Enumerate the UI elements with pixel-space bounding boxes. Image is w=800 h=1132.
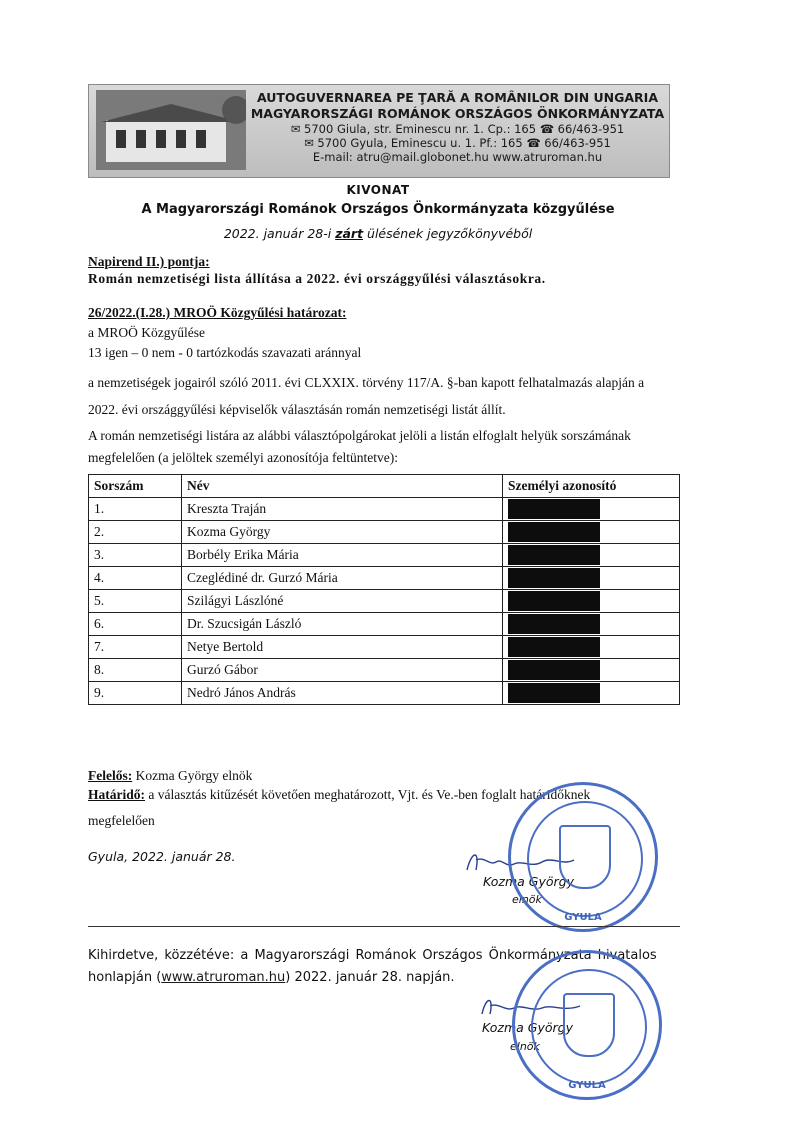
redaction-block <box>508 660 600 680</box>
resolution-para1-b: 2022. évi országgyűlési képviselők választásán román nemzetiségi listát állít. <box>88 402 506 417</box>
responsible-line <box>88 767 252 784</box>
signer-name: Kozma György <box>483 874 574 889</box>
resolution-para1-a: a nemzetiségek jogairól szóló 2011. évi CLXXIX. törvény 117/A. §-ban kapott felhatalmazás alapján a <box>88 375 645 390</box>
section-divider <box>88 926 680 927</box>
row-name: Kreszta Traján <box>182 498 503 521</box>
redaction-block <box>508 683 600 703</box>
table-row <box>89 682 680 705</box>
meeting-date-prefix: 2022. január 28-i <box>223 226 336 241</box>
table-row <box>89 567 680 590</box>
row-personal-id <box>503 636 680 659</box>
meeting-closed-label: zárt <box>335 226 364 241</box>
row-number: 4. <box>89 567 182 590</box>
resolution-label: 26/2022.(I.28.) MROÖ Közgyűlési határozat: <box>88 305 347 320</box>
vote-result: 13 igen – 0 nem - 0 tartózkodás szavazati aránnyal <box>88 345 362 360</box>
row-personal-id <box>503 590 680 613</box>
header-number: Sorszám <box>89 475 182 498</box>
publication-line2 <box>88 970 455 985</box>
deadline-label: Határidő: <box>88 787 145 802</box>
row-name: Netye Bertold <box>182 636 503 659</box>
signer-name-2: Kozma György <box>482 1020 573 1035</box>
publication-prefix: honlapján ( <box>88 970 162 985</box>
building-photo <box>96 90 246 170</box>
publication-suffix: ) 2022. január 28. napján. <box>285 970 455 985</box>
responsible-label: Felelős: <box>88 768 133 783</box>
resolution-para2-b: megfelelően (a jelöltek személyi azonosítója feltüntetve): <box>88 450 398 465</box>
signer-role-2: elnök <box>510 1040 540 1053</box>
candidate-table <box>88 474 680 705</box>
row-personal-id <box>503 659 680 682</box>
org-name-hungarian: MAGYARORSZÁGI ROMÁNOK ORSZÁGOS ÖNKORMÁNYZATA <box>250 106 665 121</box>
table-row <box>89 498 680 521</box>
row-number: 5. <box>89 590 182 613</box>
meeting-date <box>88 226 668 241</box>
address-hungarian: ✉ 5700 Gyula, Eminescu u. 1. Pf.: 165 ☎ 66/463-951 <box>304 136 611 150</box>
agenda-title: Román nemzetiségi lista állítása a 2022. évi országgyűlési választásokra. <box>88 271 546 286</box>
row-number: 3. <box>89 544 182 567</box>
row-name: Borbély Erika Mária <box>182 544 503 567</box>
deadline-line <box>88 786 590 803</box>
responsible-value: Kozma György elnök <box>132 768 253 783</box>
row-personal-id <box>503 567 680 590</box>
table-row <box>89 521 680 544</box>
row-number: 9. <box>89 682 182 705</box>
redaction-block <box>508 637 600 657</box>
redaction-block <box>508 545 600 565</box>
official-stamp-icon-2 <box>512 950 662 1100</box>
table-row <box>89 544 680 567</box>
row-number: 1. <box>89 498 182 521</box>
contact-line: E-mail: atru@mail.globonet.hu www.atruroman.hu <box>312 150 603 164</box>
website-link[interactable]: www.atruroman.hu <box>161 970 286 985</box>
stamp-city: GYULA <box>564 912 602 923</box>
row-name: Czeglédiné dr. Gurzó Mária <box>182 567 503 590</box>
header-personal-id: Személyi azonosító <box>503 475 680 498</box>
row-name: Szilágyi Lászlóné <box>182 590 503 613</box>
row-number: 2. <box>89 521 182 544</box>
redaction-block <box>508 522 600 542</box>
row-number: 8. <box>89 659 182 682</box>
coat-of-arms-icon <box>563 993 615 1057</box>
row-personal-id <box>503 544 680 567</box>
table-header-row <box>89 475 680 498</box>
header-name: Név <box>182 475 503 498</box>
table-row <box>89 659 680 682</box>
stamp-city-2: GYULA <box>568 1080 606 1091</box>
official-stamp-icon <box>508 782 658 932</box>
signer-role: elnök <box>512 893 542 906</box>
address-romanian: ✉ 5700 Giula, str. Eminescu nr. 1. Cp.: 165 ☎ 66/463-951 <box>290 122 625 136</box>
table-row <box>89 636 680 659</box>
assembly-name: A Magyarországi Románok Országos Önkormányzata közgyűlése <box>141 202 615 217</box>
org-name-romanian: AUTOGUVERNAREA PE ŢARĂ A ROMÂNILOR DIN UNGARIA <box>256 90 659 105</box>
row-number: 6. <box>89 613 182 636</box>
place-date: Gyula, 2022. január 28. <box>88 849 236 864</box>
agenda-label: Napirend II.) pontja: <box>88 254 210 269</box>
resolution-para2-a: A román nemzetiségi listára az alábbi választópolgárokat jelöli a listán elfoglalt helyük sorszámának <box>88 428 631 443</box>
table-row <box>89 613 680 636</box>
row-personal-id <box>503 682 680 705</box>
resolution-assembly: a MROÖ Közgyűlése <box>88 325 205 340</box>
row-name: Kozma György <box>182 521 503 544</box>
row-personal-id <box>503 613 680 636</box>
row-personal-id <box>503 498 680 521</box>
deadline-value: a választás kitűzését követően meghatározott, Vjt. és Ve.-ben foglalt határidőknek <box>145 787 591 802</box>
letterhead-text <box>250 90 665 164</box>
row-name: Dr. Szucsigán László <box>182 613 503 636</box>
deadline-continuation: megfelelően <box>88 813 155 828</box>
document-title: KIVONAT <box>346 183 410 197</box>
redaction-block <box>508 614 600 634</box>
redaction-block <box>508 568 600 588</box>
row-name: Gurzó Gábor <box>182 659 503 682</box>
row-number: 7. <box>89 636 182 659</box>
redaction-block <box>508 591 600 611</box>
publication-line1: Kihirdetve, közzétéve: a Magyarországi Románok Országos Önkormányzata hivatalos <box>88 948 657 963</box>
coat-of-arms-icon <box>559 825 611 889</box>
row-personal-id <box>503 521 680 544</box>
meeting-date-suffix: ülésének jegyzőkönyvéből <box>363 226 533 241</box>
table-row <box>89 590 680 613</box>
row-name: Nedró János András <box>182 682 503 705</box>
redaction-block <box>508 499 600 519</box>
